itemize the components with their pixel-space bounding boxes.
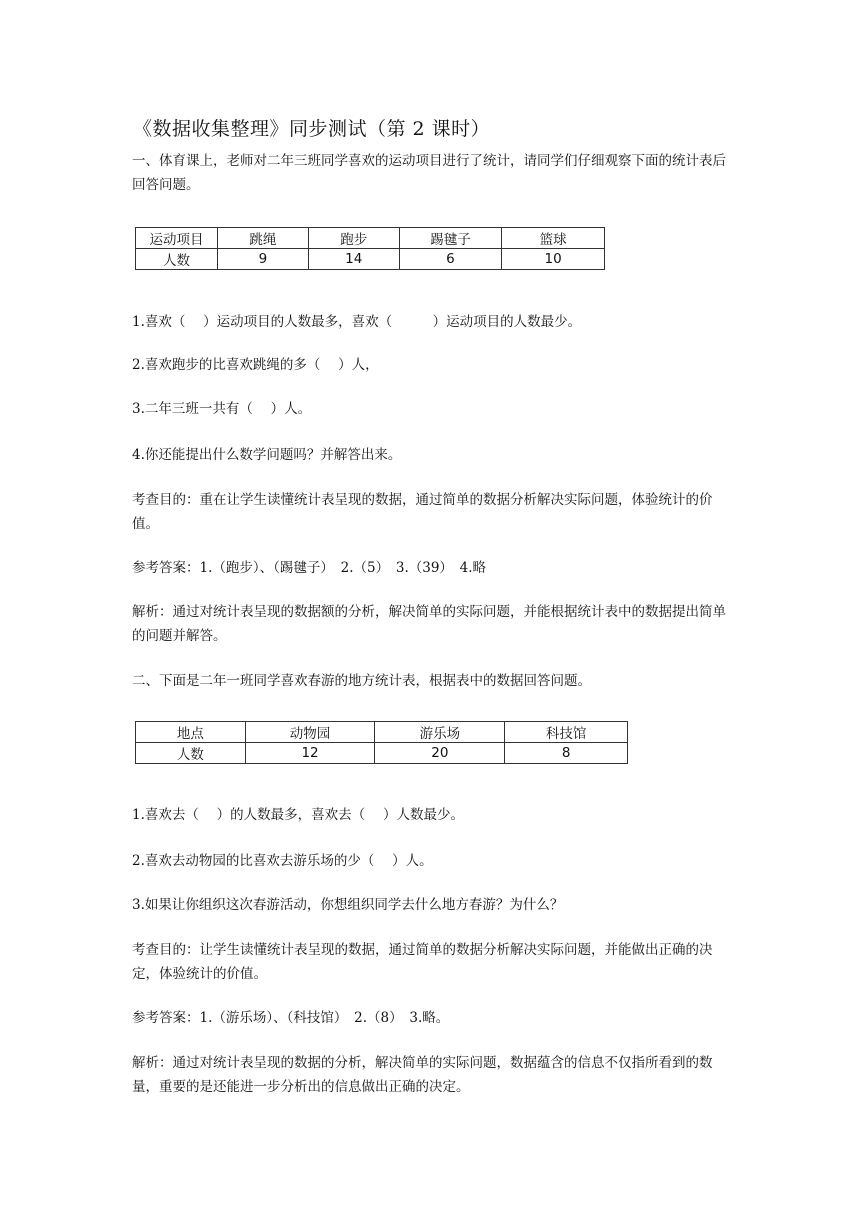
table-header-cell: 游乐场 (375, 722, 505, 743)
table-header-cell: 地点 (136, 722, 246, 743)
section1-question-2: 2.喜欢跑步的比喜欢跳绳的多（ ）人， (132, 357, 379, 373)
section1-intro: 一、体育课上，老师对二年三班同学喜欢的运动项目进行了统计，请同学们仔细观察下面的统计表后回答问题。 (132, 153, 726, 193)
section2-question-1: 1.喜欢去（ ）的人数最多，喜欢去（ ）人数最少。 (132, 807, 464, 823)
section2-question-2: 2.喜欢去动物园的比喜欢去游乐场的少（ ）人。 (132, 853, 433, 869)
page-title: 《数据收集整理》同步测试（第 2 课时） (133, 118, 491, 140)
table-cell: 人数 (136, 743, 246, 764)
table-row (136, 722, 628, 743)
table-row (136, 249, 605, 270)
section1-question-3: 3.二年三班一共有（ ）人。 (132, 401, 312, 417)
section1-question-4: 4.你还能提出什么数学问题吗？并解答出来。 (132, 447, 402, 463)
table-row (136, 228, 605, 249)
table-header-cell: 动物园 (245, 722, 375, 743)
table-cell: 14 (308, 249, 399, 270)
table-cell: 人数 (136, 249, 218, 270)
table-row (136, 743, 628, 764)
table-header-cell: 跳绳 (217, 228, 308, 249)
section1-answer: 参考答案：1.（跑步）、（踢毽子） 2.（5） 3.（39） 4.略 (132, 560, 487, 576)
table-header-cell: 运动项目 (136, 228, 218, 249)
section2-answer: 参考答案：1.（游乐场）、（科技馆） 2.（8） 3.略。 (132, 1010, 450, 1026)
table-header-cell: 踢毽子 (399, 228, 502, 249)
table-header-cell: 科技馆 (505, 722, 628, 743)
section1-question-1: 1.喜欢（ ）运动项目的人数最多，喜欢（ ）运动项目的人数最少。 (132, 314, 582, 330)
section2-intro: 二、下面是二年一班同学喜欢春游的地方统计表，根据表中的数据回答问题。 (132, 673, 591, 689)
table-cell: 10 (502, 249, 605, 270)
section2-purpose: 考查目的：让学生读懂统计表呈现的数据，通过简单的数据分析解决实际问题，并能做出正确的决定，体验统计的价值。 (132, 942, 713, 982)
table-header-cell: 跑步 (308, 228, 399, 249)
spring-trip-table (135, 721, 628, 764)
table-cell: 12 (245, 743, 375, 764)
section2-question-3: 3.如果让你组织这次春游活动，你想组织同学去什么地方春游？为什么？ (132, 897, 564, 913)
table-cell: 20 (375, 743, 505, 764)
section1-purpose: 考查目的：重在让学生读懂统计表呈现的数据，通过简单的数据分析解决实际问题，体验统计的价值。 (132, 492, 713, 532)
section1-analysis: 解析：通过对统计表呈现的数据额的分析，解决简单的实际问题，并能根据统计表中的数据提出简单的问题并解答。 (132, 604, 726, 644)
table-cell: 6 (399, 249, 502, 270)
section2-analysis: 解析：通过对统计表呈现的数据的分析，解决简单的实际问题，数据蕴含的信息不仅指所看到的数量，重要的是还能进一步分析出的信息做出正确的决定。 (132, 1055, 713, 1095)
table-header-cell: 篮球 (502, 228, 605, 249)
table-cell: 9 (217, 249, 308, 270)
table-cell: 8 (505, 743, 628, 764)
sports-table (135, 227, 605, 270)
